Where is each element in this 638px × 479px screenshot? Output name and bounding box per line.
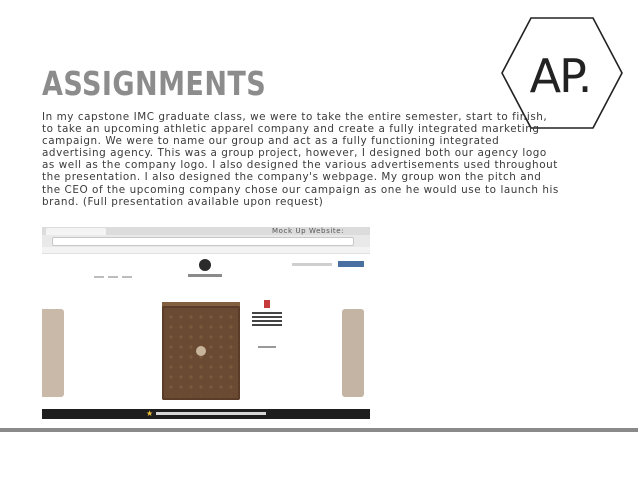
bookmarks-bar	[42, 247, 370, 254]
browser-tab-bar	[42, 227, 370, 235]
mockup-nav-right	[292, 263, 332, 266]
mockup-cart-button	[338, 261, 364, 267]
mockup-nav-links	[94, 263, 150, 266]
mockup-box-emblem	[196, 346, 206, 356]
browser-tab	[46, 228, 106, 235]
logo-text: AP.	[529, 49, 591, 103]
website-mockup-screenshot	[42, 227, 370, 419]
browser-address-bar	[52, 237, 354, 246]
star-icon: ★	[146, 409, 154, 418]
footer-divider	[0, 428, 638, 432]
mockup-promo-text	[252, 312, 282, 328]
mockup-door-right	[342, 309, 364, 397]
mockup-door-left	[42, 309, 64, 397]
mockup-footer-text	[156, 412, 266, 415]
browser-chrome	[42, 227, 370, 248]
mockup-brand-wordmark	[188, 274, 222, 277]
mockup-promo-badge	[264, 300, 270, 308]
mockup-brand-icon	[199, 259, 211, 271]
assignment-description: In my capstone IMC graduate class, we were to take the entire semester, start to finish, to take an upcoming athletic apparel company and create a fully integrated marketing campaign. We were to name our group and act as a fully functioning integrated advertising agency. This was a group project, however, I designed both our agency logo as well as the company logo. I also designed the various advertisements used throughout the presentation. I also designed the company's webpage. My group won the pitch and the CEO of the upcoming company chose our campaign as one he would use to launch his brand. (Full presentation available upon request)	[42, 111, 559, 208]
mockup-promo-subtext	[258, 346, 276, 348]
mockup-caption: Mock Up Website:	[272, 227, 345, 235]
mockup-webpage	[42, 254, 370, 409]
mockup-footer-banner	[42, 409, 370, 419]
page-title: ASSIGNMENTS	[42, 64, 267, 103]
